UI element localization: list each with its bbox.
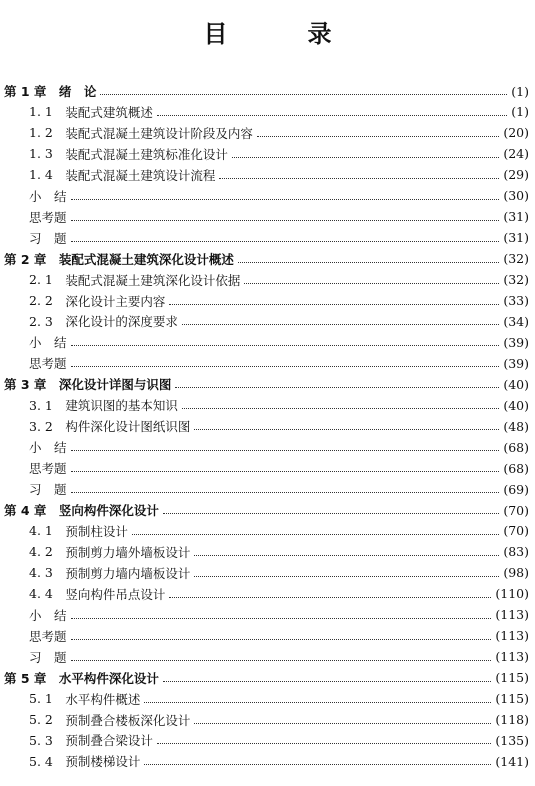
dot-leader (71, 449, 500, 451)
entry-title: 构件深化设计图纸识图 (52, 419, 191, 435)
entry-page-number: (113) (495, 628, 529, 644)
entry-title: 小 结 (29, 188, 67, 204)
entry-page-number: (20) (503, 125, 529, 141)
dot-leader (194, 722, 491, 724)
toc-section-entry[interactable] (29, 689, 529, 709)
entry-page-number: (68) (503, 460, 529, 476)
entry-page-number: (34) (503, 313, 529, 329)
entry-title: 装配式混凝土建筑设计流程 (52, 167, 216, 183)
entry-page-number: (1) (511, 83, 529, 99)
dot-leader (219, 177, 499, 179)
toc-section-entry[interactable] (29, 353, 529, 373)
dot-leader (157, 114, 507, 116)
entry-title: 深化设计主要内容 (52, 293, 166, 309)
dot-leader (71, 470, 500, 472)
entry-title: 预制叠合楼板深化设计 (52, 712, 191, 728)
entry-number: 2. 2 (29, 293, 53, 308)
dot-leader (194, 575, 499, 577)
toc-section-entry[interactable] (29, 626, 529, 646)
toc-section-entry[interactable] (29, 123, 529, 143)
entry-title: 思考题 (29, 628, 67, 644)
dot-leader (71, 219, 500, 221)
entry-page-number: (40) (503, 397, 529, 413)
entry-page-number: (32) (503, 272, 529, 288)
toc-section-entry[interactable] (29, 605, 529, 625)
entry-title: 习 题 (29, 649, 67, 665)
dot-leader (194, 428, 499, 430)
toc-section-entry[interactable] (29, 647, 529, 667)
toc-section-entry[interactable] (29, 207, 529, 227)
toc-section-entry[interactable] (29, 542, 529, 562)
dot-leader (169, 303, 499, 305)
entry-page-number: (39) (503, 355, 529, 371)
entry-title: 深化设计详图与识图 (46, 377, 172, 393)
dot-leader (144, 763, 491, 765)
toc-section-entry[interactable] (29, 311, 529, 331)
entry-title: 小 结 (29, 440, 67, 456)
toc-section-entry[interactable] (29, 521, 529, 541)
entry-page-number: (113) (495, 607, 529, 623)
entry-page-number: (24) (503, 146, 529, 162)
entry-page-number: (29) (503, 167, 529, 183)
dot-leader (100, 93, 507, 95)
entry-number: 第 1 章 (4, 84, 47, 99)
entry-page-number: (115) (495, 691, 529, 707)
entry-title: 思考题 (29, 461, 67, 477)
toc-section-entry[interactable] (29, 332, 529, 352)
toc-chapter-entry[interactable] (4, 500, 529, 520)
entry-title: 绪 论 (46, 84, 97, 99)
entry-title: 水平构件深化设计 (46, 670, 159, 686)
dot-leader (71, 344, 500, 346)
entry-page-number: (32) (503, 251, 529, 267)
entry-title: 思考题 (29, 209, 67, 225)
toc-section-entry[interactable] (29, 228, 529, 248)
entry-page-number: (118) (495, 712, 529, 727)
entry-title: 小 结 (29, 607, 67, 623)
entry-title: 水平构件概述 (52, 691, 141, 707)
entry-title: 习 题 (29, 482, 67, 498)
entry-number: 4. 2 (29, 544, 53, 560)
dot-leader (71, 198, 500, 200)
toc-section-entry[interactable] (29, 291, 529, 311)
toc-section-entry[interactable] (29, 458, 529, 478)
toc-section-entry[interactable] (29, 479, 529, 499)
entry-page-number: (83) (503, 544, 529, 560)
toc-section-entry[interactable] (29, 102, 529, 122)
entry-title: 习 题 (29, 230, 67, 246)
dot-leader (244, 282, 499, 284)
entry-number: 4. 1 (29, 523, 53, 539)
toc-section-entry[interactable] (29, 730, 529, 750)
entry-page-number: (70) (503, 502, 529, 518)
toc-section-entry[interactable] (29, 270, 529, 290)
entry-number: 4. 3 (29, 565, 53, 581)
entry-title: 竖向构件深化设计 (46, 503, 159, 518)
dot-leader (157, 742, 492, 744)
page-title: 目 录 (203, 19, 360, 48)
dot-leader (71, 240, 500, 242)
entry-title: 建筑识图的基本知识 (52, 398, 178, 414)
entry-page-number: (39) (503, 334, 529, 350)
entry-page-number: (40) (503, 376, 529, 392)
entry-number: 5. 2 (29, 712, 53, 727)
dot-leader (71, 617, 492, 619)
entry-number: 1. 3 (29, 146, 53, 162)
entry-page-number: (110) (495, 586, 529, 602)
entry-page-number: (68) (503, 439, 529, 455)
entry-page-number: (33) (503, 293, 529, 308)
toc-section-entry[interactable] (29, 563, 529, 583)
dot-leader (132, 533, 499, 535)
entry-page-number: (115) (495, 670, 529, 686)
entry-number: 4. 4 (29, 586, 53, 602)
dot-leader (144, 701, 491, 703)
dot-leader (163, 512, 499, 514)
entry-page-number: (48) (503, 418, 529, 434)
dot-leader (238, 261, 499, 263)
toc-section-entry[interactable] (29, 144, 529, 164)
toc-chapter-entry[interactable] (4, 374, 529, 394)
entry-title: 预制楼梯设计 (52, 754, 141, 770)
entry-number: 第 5 章 (4, 670, 47, 686)
entry-page-number: (31) (503, 209, 529, 225)
entry-title: 小 结 (29, 335, 67, 351)
entry-page-number: (31) (503, 230, 529, 246)
entry-number: 5. 4 (29, 753, 53, 769)
entry-title: 预制柱设计 (52, 523, 128, 539)
entry-title: 装配式混凝土建筑深化设计依据 (52, 272, 241, 288)
entry-title: 装配式混凝土建筑标准化设计 (52, 146, 228, 162)
entry-number: 5. 3 (29, 732, 53, 748)
entry-page-number: (141) (495, 753, 529, 769)
entry-number: 1. 1 (29, 104, 53, 120)
entry-number: 2. 3 (29, 313, 53, 329)
toc-section-entry[interactable] (29, 437, 529, 457)
entry-title: 预制叠合梁设计 (52, 733, 153, 749)
entry-page-number: (1) (511, 104, 529, 120)
dot-leader (169, 596, 491, 598)
dot-leader (194, 554, 499, 556)
dot-leader (71, 365, 500, 367)
dot-leader (71, 638, 492, 640)
entry-number: 1. 2 (29, 125, 53, 141)
entry-page-number: (69) (503, 481, 529, 497)
toc-section-entry[interactable] (29, 584, 529, 604)
toc-section-entry[interactable] (29, 751, 529, 771)
entry-title: 预制剪力墙内墙板设计 (52, 565, 191, 581)
entry-page-number: (113) (495, 649, 529, 665)
entry-number: 第 2 章 (4, 251, 47, 267)
entry-title: 装配式建筑概述 (52, 104, 153, 120)
entry-page-number: (30) (503, 188, 529, 204)
entry-title: 竖向构件吊点设计 (52, 586, 166, 602)
toc-chapter-entry[interactable] (4, 249, 529, 269)
dot-leader (163, 680, 491, 682)
entry-title: 装配式混凝土建筑深化设计概述 (46, 251, 234, 267)
dot-leader (182, 323, 499, 325)
toc-section-entry[interactable] (29, 165, 529, 185)
dot-leader (71, 659, 492, 661)
entry-number: 2. 1 (29, 272, 53, 288)
entry-number: 第 4 章 (4, 503, 47, 518)
entry-number: 3. 1 (29, 397, 53, 413)
entry-title: 思考题 (29, 356, 67, 372)
dot-leader (175, 386, 499, 388)
entry-title: 预制剪力墙外墙板设计 (52, 544, 191, 560)
dot-leader (182, 407, 499, 409)
toc-section-entry[interactable] (29, 416, 529, 436)
dot-leader (232, 156, 499, 158)
toc-section-entry[interactable] (29, 710, 529, 730)
dot-leader (257, 135, 499, 137)
entry-number: 第 3 章 (4, 377, 47, 393)
toc-chapter-entry[interactable] (4, 81, 529, 101)
dot-leader (71, 491, 500, 493)
toc-chapter-entry[interactable] (4, 668, 529, 688)
entry-number: 5. 1 (29, 691, 53, 707)
entry-title: 装配式混凝土建筑设计阶段及内容 (52, 125, 253, 141)
entry-page-number: (98) (503, 565, 529, 581)
entry-page-number: (135) (495, 732, 529, 748)
entry-title: 深化设计的深度要求 (52, 314, 178, 330)
entry-page-number: (70) (503, 523, 529, 539)
toc-section-entry[interactable] (29, 186, 529, 206)
toc-section-entry[interactable] (29, 395, 529, 415)
entry-number: 3. 2 (29, 418, 53, 434)
entry-number: 1. 4 (29, 167, 53, 183)
